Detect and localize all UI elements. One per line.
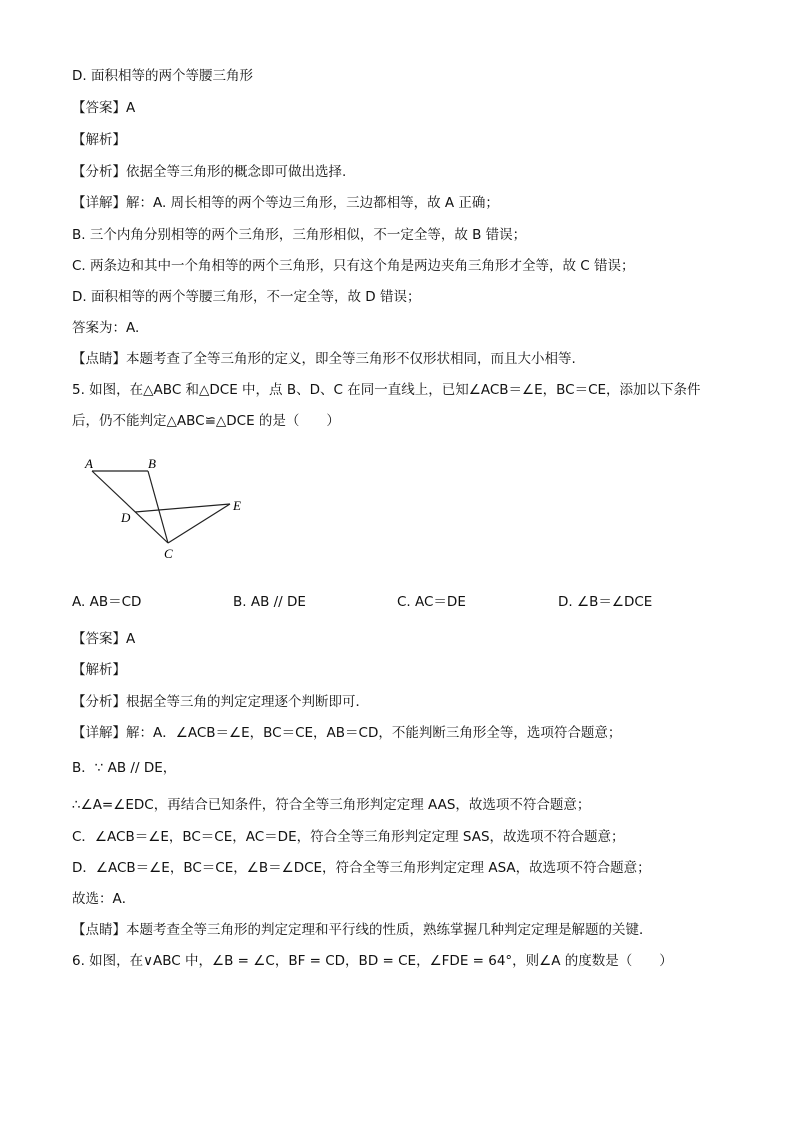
- q4-analysis-heading: 【解析】: [72, 132, 126, 148]
- q5-option-a: A. AB＝CD: [72, 594, 142, 610]
- label-e: E: [233, 498, 241, 513]
- q4-dianjing: 【点睛】本题考查了全等三角形的定义，即全等三角形不仅形状相同，而且大小相等.: [72, 351, 576, 367]
- q5-stem-line1: 5. 如图，在△ABC 和△DCE 中，点 B、D、C 在同一直线上，已知∠ACB＝∠E，BC＝CE，添加以下条件: [72, 382, 701, 398]
- q5-dianjing: 【点睛】本题考查全等三角形的判定定理和平行线的性质，熟练掌握几种判定定理是解题的关键．: [72, 922, 653, 938]
- q4-detail-c: C. 两条边和其中一个角相等的两个三角形，只有这个角是两边夹角三角形才全等，故 C 错误；: [72, 258, 635, 274]
- q5-option-d: D. ∠B＝∠DCE: [558, 594, 653, 610]
- q5-answer: 【答案】A: [72, 631, 136, 647]
- label-d: D: [121, 510, 131, 525]
- segment-ac: [92, 471, 168, 543]
- q5-stem-line2: 后，仍不能判定△ABC≌△DCE 的是（ ）: [72, 413, 340, 429]
- q5-geometry-figure: [80, 452, 260, 564]
- label-c: C: [164, 546, 173, 561]
- segment-ce: [168, 504, 230, 543]
- q5-detail-c: C．∠ACB＝∠E，BC＝CE，AC＝DE，符合全等三角形判定定理 SAS，故选项不符合题意；: [72, 829, 625, 845]
- label-a: A: [85, 456, 93, 471]
- label-b: B: [148, 456, 156, 471]
- q5-analysis-heading: 【解析】: [72, 662, 126, 678]
- q5-detail-b2: ∴∠A=∠EDC，再结合已知条件，符合全等三角形判定定理 AAS，故选项不符合题意；: [72, 797, 591, 813]
- q4-fenxi: 【分析】依据全等三角形的概念即可做出选择.: [72, 164, 347, 180]
- q5-detail-b1: B．∵ AB // DE，: [72, 760, 177, 776]
- q5-option-b: B. AB // DE: [233, 594, 306, 610]
- q5-detail-d: D．∠ACB＝∠E，BC＝CE，∠B＝∠DCE，符合全等三角形判定定理 ASA，故选项不符合题意；: [72, 860, 651, 876]
- q5-option-c: C. AC＝DE: [397, 594, 466, 610]
- segment-bc: [148, 471, 168, 543]
- q4-option-d: D. 面积相等的两个等腰三角形: [72, 68, 253, 84]
- q4-answer: 【答案】A: [72, 100, 136, 116]
- q5-fenxi: 【分析】根据全等三角的判定定理逐个判断即可．: [72, 694, 369, 710]
- q5-detail: 【详解】解：A．∠ACB＝∠E，BC＝CE，AB＝CD，不能判断三角形全等，选项符合题意；: [72, 725, 622, 741]
- q6-stem: 6. 如图，在∨ABC 中，∠B = ∠C，BF = CD，BD = CE，∠FDE = 64°，则∠A 的度数是（ ）: [72, 953, 673, 969]
- q4-detail-b: B. 三个内角分别相等的两个三角形，三角形相似，不一定全等，故 B 错误；: [72, 227, 527, 243]
- q4-detail-d: D. 面积相等的两个等腰三角形，不一定全等，故 D 错误；: [72, 289, 421, 305]
- q4-answer-line: 答案为：A.: [72, 320, 140, 336]
- q4-detail: 【详解】解：A. 周长相等的两个等边三角形，三边都相等，故 A 正确；: [72, 195, 499, 211]
- q5-choose: 故选：A．: [72, 891, 136, 907]
- segment-de: [135, 504, 230, 512]
